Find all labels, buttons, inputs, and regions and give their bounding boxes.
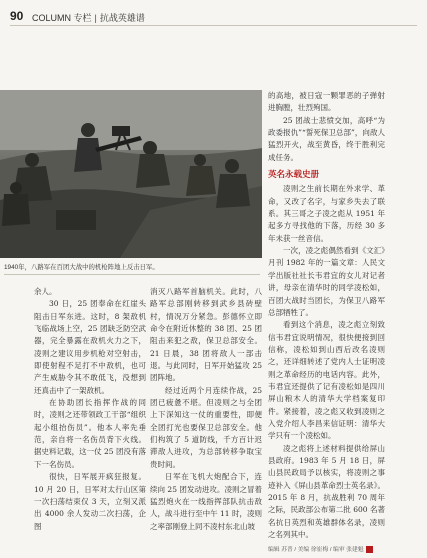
historical-photo [0,90,262,258]
paragraph: 日军在飞机大炮配合下，连续向 25 团发动进攻。凌则之冒着猛烈炮火在一线指挥部队抗击敌人，战斗进行至中午 11 时，凌则之率部刚登上同不凌村东北山坡 [150,472,262,531]
paragraph: 消灭八路军首脑机关。此时，八路军总部刚转移到武乡县砖壁村，情况万分紧急。彭德怀立即命令在附近休整的 38 团、25 团阻击来犯之敌，保卫总部安全。21 日晨，38 团将敌人一部击退。与此同时，日军开始猛攻 25 团阵地。 [150,287,262,383]
editorial-credit [268,544,385,556]
page-header [10,8,417,24]
paragraph: 很快，日军展开疯狂报复。10 月 20 日，日军对太行山区第一次扫荡结束仅 3 天，立刻又派出 4000 余人发动二次扫荡，企图 [34,472,146,531]
end-mark-icon [366,546,373,553]
section-name: 抗战英雄谱 [99,13,145,23]
caption-rule [4,274,260,275]
paragraph: 凌之彪将上述材料提供给屏山县政府。1983 年 5 月 18 日，屏山县民政局予以核实，将凌则之事迹补入《屏山县革命烈士英名录》。2015 年 8 月，抗战胜利 70 周年之际，民政部公布第二批 600 名著名抗日英烈和英雄群体名录，凌则之名列其中。 [268,443,385,540]
machine-gun-position-illustration [0,90,262,258]
paragraph: 看到这个消息，凌之彪立刻致信韦君宜说明情况，很快便接到回信称，凌松如到山西后改名凌则之，还详细转述了党内人士证明凌则之革命经历的电话内容。此外，韦君宜还提供了记有凌松如是四川屏山粮木人的清华大学档案复印件。紧接着，凌之彪又收到凌则之入党介绍人李昌来信证明：清华大学只有一个凌松如。 [268,320,385,441]
paragraph: 25 团战士悲愤交加，高呼“为政委报仇”“誓死保卫总部”，向敌人猛烈开火，战至黄昏，终于胜利完成任务。 [268,115,385,162]
text-column-3 [268,90,385,557]
paragraph: 30 日，25 团奉命在红崖头阻击日军东进。这时，8 架敌机飞临战场上空，25 团缺乏防空武器，完全暴露在敌机火力之下，凌则之建议用步机枪对空射击，即使射程不足打不中敌机，也可产生威胁令其不敢低飞，没想到还真击中了一架敌机。 [34,299,146,395]
text-column-1 [34,286,146,533]
paragraph: 经过近两个月连续作战，25 团已疲惫不堪。但凌则之与全团上下深知这一仗的重要性，即便全团打光也要保卫总部安全。他们构筑了 5 道防线，千方百计迟滞敌人进攻，为总部转移争取宝贵时间。 [150,385,262,469]
credit-text: 编辑 苏普 / 美编 徐崔梅 / 编审 张建魁 [268,547,364,554]
text-column-2 [150,286,262,533]
column-3-intro [268,90,385,164]
column-name: COLUMN 专栏 [32,13,92,23]
page-number: 90 [10,9,24,23]
header-separator: | [94,13,97,23]
paragraph: 一次，凌之彪偶然看到《文汇》月刊 1982 年的一篇文章：人民文学出版社社长韦君宜的女儿对记者讲，母亲在清华时的同学凌松如，百团大战时当团长，为保卫八路军总部牺牲了。 [268,246,385,317]
column-3-body [268,183,385,541]
paragraph: 的高地，被日寇一颗罪恶的子弹射进胸膛，壮烈殉国。 [268,91,385,113]
paragraph: 余人。 [34,287,57,296]
photo-caption: 1940年，八路军在百团大战中的机枪阵地上反击日军。 [4,264,159,271]
header-rule [10,25,417,26]
paragraph: 在协助团长指挥作战的同时，凌则之还带领政工干部“组织起小组抬伤员”。他本人率先垂范，亲自将一名伤员背下火线。据史料记载，这一仗 25 团没有落下一名伤员。 [34,398,146,469]
section-subheading: 英名永载史册 [268,169,320,180]
paragraph: 凌则之生前长期在外求学、革命，又改了名字，与家乡失去了联系。其三哥之子凌之彪从 1951 年起多方寻找他的下落，历经 30 多年未获一丝音信。 [268,184,385,243]
column-label [32,11,145,24]
